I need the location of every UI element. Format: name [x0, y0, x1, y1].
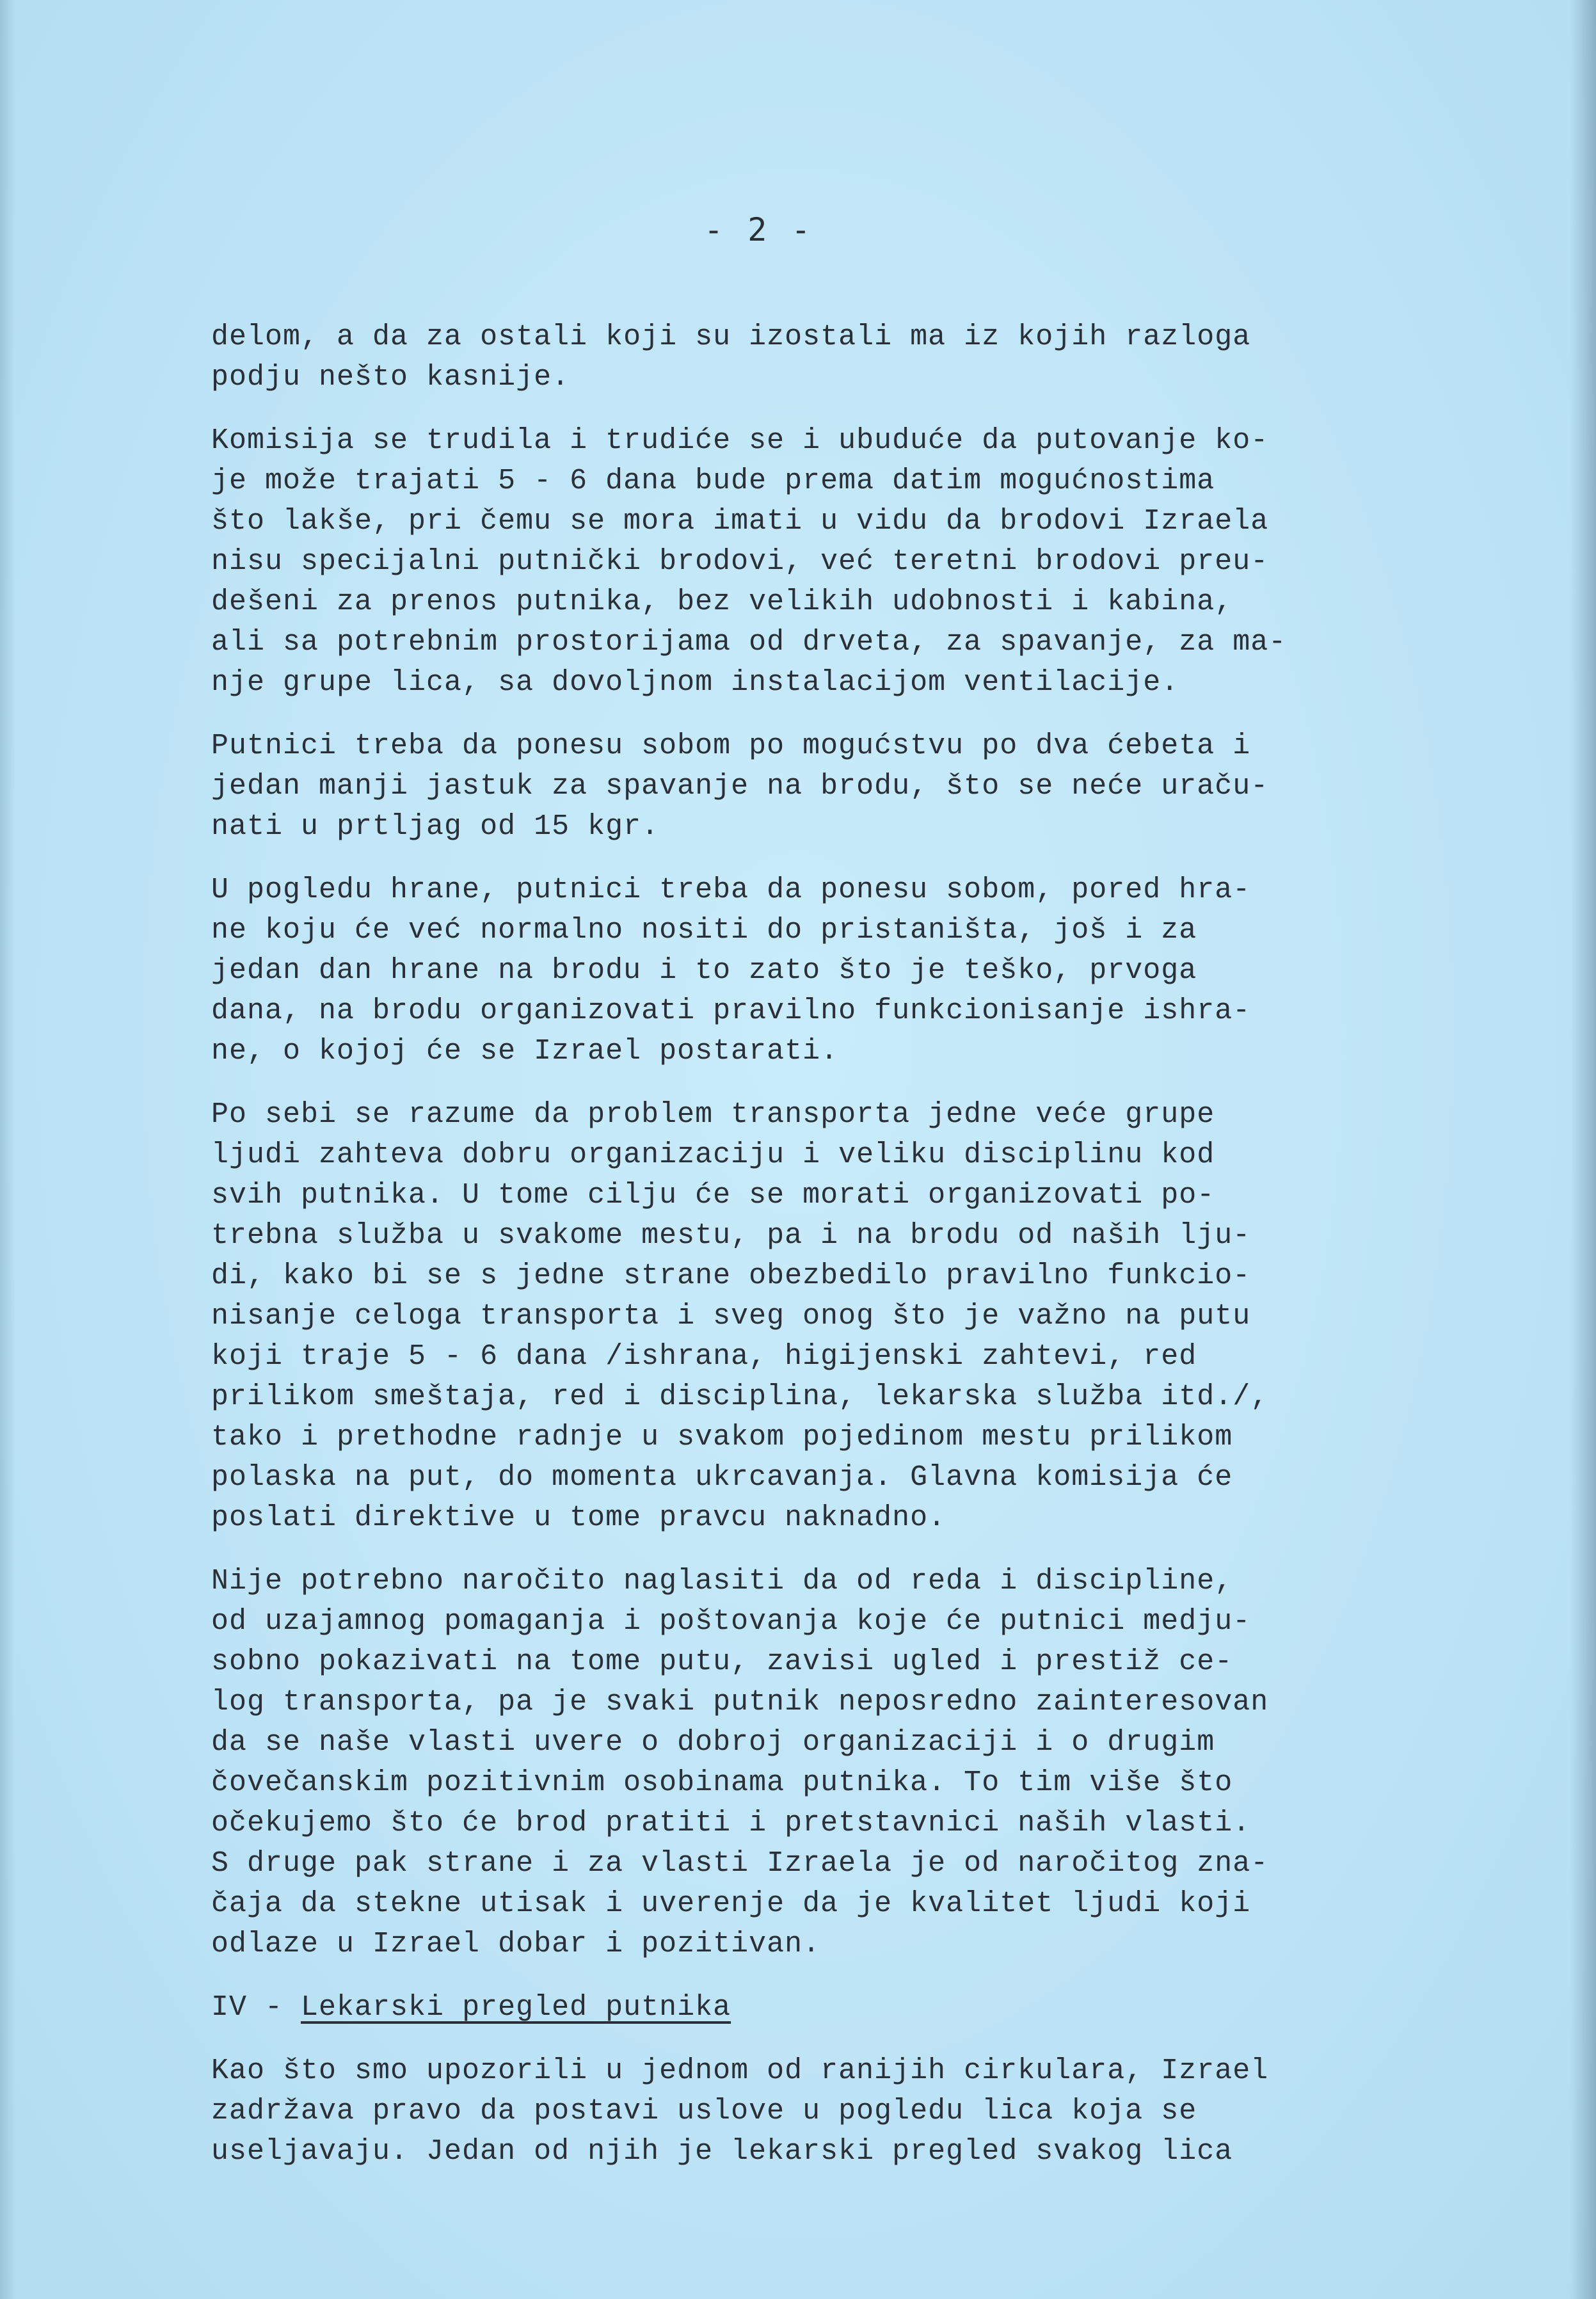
paragraph-7	[211, 2051, 1427, 2172]
text-line: sobno pokazivati na tome putu, zavisi ugled i prestiž ce-	[211, 1646, 1233, 1678]
section-heading	[211, 1987, 1427, 2028]
text-line: Nije potrebno naročito naglasiti da od reda i discipline,	[211, 1565, 1233, 1598]
paragraph-3	[211, 726, 1427, 847]
text-line: svih putnika. U tome cilju će se morati organizovati po-	[211, 1179, 1215, 1212]
text-line: nati u prtljag od 15 kgr.	[211, 810, 660, 843]
text-line: ne, o kojoj će se Izrael postarati.	[211, 1035, 839, 1068]
text-line: tako i prethodne radnje u svakom pojedinom mestu prilikom	[211, 1421, 1233, 1454]
paragraph-6	[211, 1561, 1427, 1964]
text-line: S druge pak strane i za vlasti Izraela je od naročitog zna-	[211, 1847, 1269, 1880]
text-line: zadržava pravo da postavi uslove u pogledu lica koja se	[211, 2095, 1197, 2127]
text-line: delom, a da za ostali koji su izostali ma iz kojih razloga	[211, 321, 1251, 353]
text-line: jedan dan hrane na brodu i to zato što je teško, prvoga	[211, 954, 1197, 987]
paragraph-4	[211, 870, 1427, 1071]
document-body	[211, 317, 1427, 2195]
text-line: trebna služba u svakome mestu, pa i na brodu od naših lju-	[211, 1219, 1251, 1252]
text-line: polaska na put, do momenta ukrcavanja. Glavna komisija će	[211, 1461, 1233, 1494]
text-line: nisu specijalni putnički brodovi, već teretni brodovi preu-	[211, 545, 1269, 578]
text-line: nisanje celoga transporta i sveg onog što je važno na putu	[211, 1300, 1251, 1333]
text-line: U pogledu hrane, putnici treba da ponesu sobom, pored hra-	[211, 874, 1251, 906]
page-left-edge-shadow	[0, 0, 15, 2299]
text-line: odlaze u Izrael dobar i pozitivan.	[211, 1928, 821, 1960]
text-line: nje grupe lica, sa dovoljnom instalacijom ventilacije.	[211, 666, 1179, 699]
text-line: Kao što smo upozorili u jednom od ranijih cirkulara, Izrael	[211, 2055, 1269, 2087]
text-line: Komisija se trudila i trudiće se i ubuduće da putovanje ko-	[211, 424, 1269, 457]
text-line: ljudi zahteva dobru organizaciju i veliku disciplinu kod	[211, 1139, 1215, 1171]
text-line: log transporta, pa je svaki putnik neposredno zainteresovan	[211, 1686, 1269, 1718]
text-line: čaja da stekne utisak i uverenje da je kvalitet ljudi koji	[211, 1887, 1251, 1920]
text-line: jedan manji jastuk za spavanje na brodu, što se neće uraču-	[211, 770, 1269, 803]
text-line: očekujemo što će brod pratiti i pretstavnici naših vlasti.	[211, 1807, 1251, 1839]
text-line: ne koju će već normalno nositi do pristaništa, još i za	[211, 914, 1197, 947]
text-line: dana, na brodu organizovati pravilno funkcionisanje ishra-	[211, 995, 1251, 1027]
section-title: Lekarski pregled putnika	[301, 1991, 731, 2024]
paragraph-2	[211, 421, 1427, 703]
text-line: podju nešto kasnije.	[211, 361, 570, 394]
text-line: Po sebi se razume da problem transporta jedne veće grupe	[211, 1098, 1215, 1131]
text-line: dešeni za prenos putnika, bez velikih udobnosti i kabina,	[211, 586, 1233, 618]
page-right-edge-shadow	[1570, 0, 1596, 2299]
text-line: Putnici treba da ponesu sobom po mogućstvu po dva ćebeta i	[211, 730, 1251, 762]
paragraph-1	[211, 317, 1427, 397]
text-line: da se naše vlasti uvere o dobroj organizaciji i o drugim	[211, 1726, 1215, 1759]
paragraph-5	[211, 1094, 1427, 1538]
text-line: ali sa potrebnim prostorijama od drveta, za spavanje, za ma-	[211, 626, 1287, 659]
section-number: IV -	[211, 1991, 301, 2024]
text-line: useljavaju. Jedan od njih je lekarski pregled svakog lica	[211, 2135, 1233, 2168]
text-line: prilikom smeštaja, red i disciplina, lekarska služba itd./,	[211, 1381, 1269, 1413]
text-line: koji traje 5 - 6 dana /ishrana, higijenski zahtevi, red	[211, 1340, 1197, 1373]
page-number: - 2 -	[704, 211, 813, 248]
text-line: di, kako bi se s jedne strane obezbedilo pravilno funkcio-	[211, 1260, 1251, 1292]
text-line: čovečanskim pozitivnim osobinama putnika. To tim više što	[211, 1766, 1233, 1799]
text-line: je može trajati 5 - 6 dana bude prema datim mogućnostima	[211, 465, 1215, 497]
text-line: od uzajamnog pomaganja i poštovanja koje će putnici medju-	[211, 1605, 1251, 1638]
text-line: što lakše, pri čemu se mora imati u vidu da brodovi Izraela	[211, 505, 1269, 538]
text-line: poslati direktive u tome pravcu naknadno.	[211, 1502, 946, 1534]
